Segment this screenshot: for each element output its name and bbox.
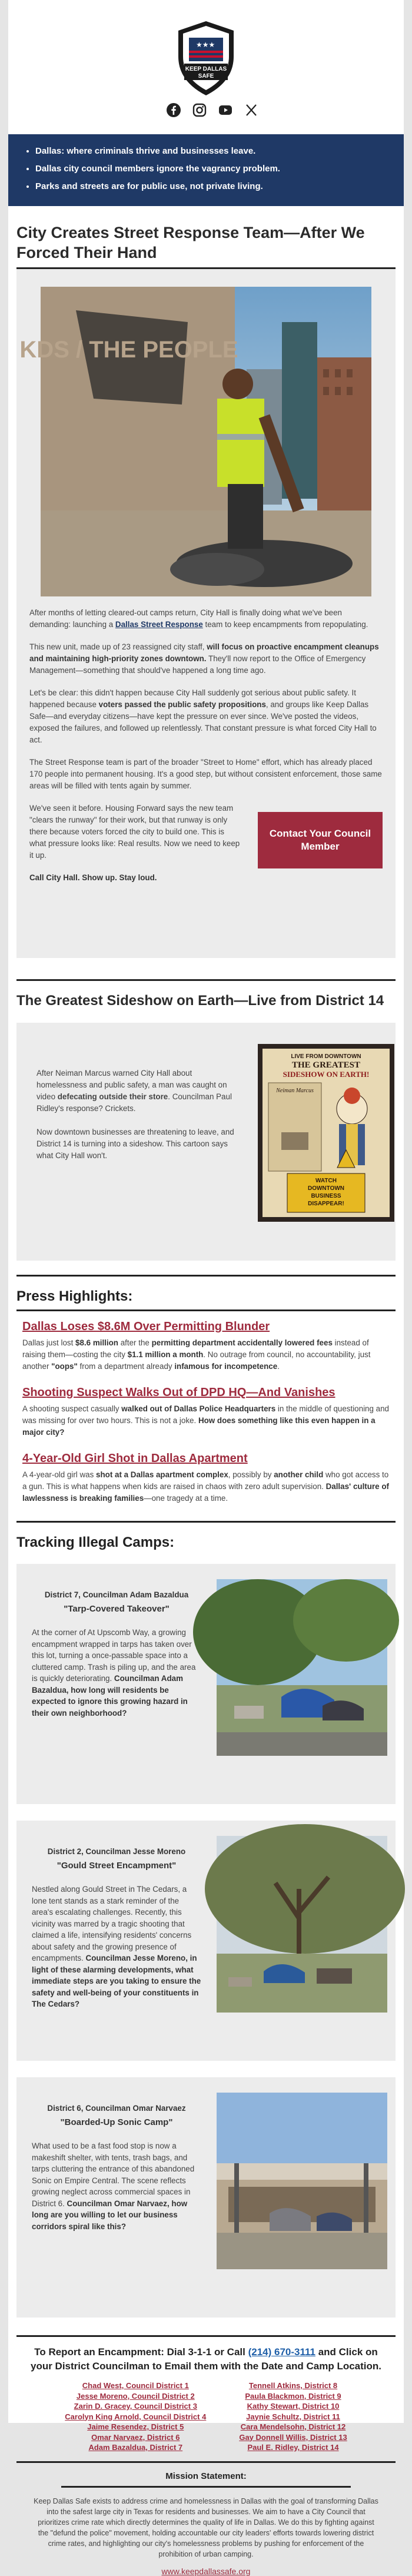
article2-paragraph: After Neiman Marcus warned City Hall about homelessness and public safety, a man was caught on video defecating outside their store. Councilman Paul Ridley's response? Crickets. (36, 1069, 232, 1113)
camp-name: "Gould Street Encampment" (57, 1861, 177, 1871)
banner (8, 134, 404, 206)
contact-council-member-button[interactable]: Contact Your Council Member (258, 812, 383, 868)
sideshow-cartoon (258, 1044, 394, 1222)
article1-paragraph: We've seen it before. Housing Forward says the new team "clears the runway" for their work, but that runway is only there because voters forced the city to build one. This is what pressure looks like: Real results. Now we need to keep it up. (29, 804, 240, 860)
keep-dallas-safe-logo (176, 20, 236, 97)
camp-item (16, 1564, 396, 1804)
instagram-icon[interactable] (192, 102, 207, 118)
camp-photo (217, 1579, 387, 1756)
article2-title: The Greatest Sideshow on Earth—Live from District 14 (16, 993, 384, 1009)
svg-text:SAFE: SAFE (198, 73, 214, 79)
camp-description: Nestled along Gould Street in The Cedars, a lone tent stands as a stark reminder of the area's escalating challenges. Recently, this vicinity was marred by a tragic shooting that claimed a life, intensifying residents' concerns about safety and the growing presence of encampments. Councilman Jesse Moreno, in light of these alarming developments, what immediate steps are you taking to ensure the safety and well-being of your constituents in The Cedars? (32, 1885, 201, 2008)
council-link[interactable]: Chad West, Council District 1 (82, 2381, 189, 2390)
council-link[interactable]: Paula Blackmon, District 9 (245, 2391, 341, 2401)
camp-district: District 2, Councilman Jesse Moreno (47, 1847, 186, 1856)
divider (61, 2486, 351, 2488)
tracking-title: Tracking Illegal Camps: (16, 1534, 175, 1550)
council-link[interactable]: Omar Narvaez, District 6 (91, 2432, 180, 2442)
camp-item (16, 2077, 396, 2318)
svg-text:LIVE FROM DOWNTOWN: LIVE FROM DOWNTOWN (291, 1053, 361, 1060)
article1-paragraph: Let's be clear: this didn't happen because City Hall suddenly got serious about public safety. It happened because voters passed the public safety propositions, and groups like Keep Dallas Safe—and everyday citizens—have kept the pressure on ever since. We've posted the videos, exposed the failures, and followed up relentlessly. That constant pressure is what forced City Hall to act. (29, 688, 377, 744)
press-item: Dallas Loses $8.6M Over Permitting Blunder Dallas just lost $8.6 million after the permitting department accidentally lowered fees instead of raising them—costing the city $1.1 million a month. No outrage from council, no accountability, just another "oops" from a department already infamous for incompetence. (22, 1320, 390, 1372)
svg-text:THE GREATEST: THE GREATEST (291, 1060, 361, 1070)
press-title: Press Highlights: (16, 1288, 133, 1304)
camp-description: What used to be a fast food stop is now a makeshift shelter, with tents, trash bags, and tarps cluttering the entrance of this abandoned Sonic on Empire Central. The scene reflects growing neglect across commercial spaces in District 6. Councilman Omar Narvaez, how long are you willing to let our business corridors spiral like this? (32, 2141, 195, 2231)
mission-title: Mission Statement: (165, 2471, 247, 2481)
press-headline-link[interactable]: 4-Year-Old Girl Shot in Dallas Apartment (22, 1452, 248, 1465)
social-links (166, 102, 259, 118)
banner-item: • Parks and streets are for public use, not private living. (35, 178, 390, 195)
council-link[interactable]: Adam Bazaldua, District 7 (88, 2443, 183, 2452)
svg-text:KEEP DALLAS: KEEP DALLAS (185, 66, 227, 72)
svg-text:Neiman Marcus: Neiman Marcus (276, 1088, 314, 1094)
hero-sign-text: KDS / THE PEOPLE (19, 337, 238, 363)
press-headline-link[interactable]: Dallas Loses $8.6M Over Permitting Blunder (22, 1320, 270, 1333)
svg-text:★★★: ★★★ (196, 41, 215, 49)
hero-image (19, 287, 371, 596)
youtube-icon[interactable] (218, 102, 233, 118)
newsletter-page (8, 0, 404, 2576)
svg-text:DISAPPEAR!: DISAPPEAR! (308, 1201, 344, 1207)
council-link[interactable]: Kathy Stewart, District 10 (247, 2402, 340, 2411)
mission-text: Keep Dallas Safe exists to address crime and homelessness in Dallas with the goal of transforming Dallas into the safest large city in Texas for residents and businesses. We aim to have a City Council that prioritizes crime rate which directly determines the quality of life in Dallas. We do this by fighting against the "defund the police" movement, holding accountable our city leaders' efforts towards lowering district crime rates, and highlighting our city's homelessness problems by pushing for enforcement of the prohibition of urban camping. (34, 2497, 378, 2558)
council-link[interactable]: Gay Donnell Willis, District 13 (239, 2432, 347, 2442)
website-link[interactable]: www.keepdallassafe.org (161, 2566, 251, 2576)
camp-name: "Tarp-Covered Takeover" (64, 1604, 170, 1614)
council-link[interactable]: Carolyn King Arnold, Council District 4 (65, 2412, 207, 2421)
svg-text:BUSINESS: BUSINESS (311, 1193, 341, 1199)
press-highlights (8, 1320, 404, 1504)
council-link[interactable]: Cara Mendelsohn, District 12 (240, 2422, 346, 2431)
camp-description: At the corner of At Upscomb Way, a growing encampment wrapped in tarps has taken over this lot, turning a once-passable space into a cluttered camp. Trash is piling up, and the area is quickly deteriorating. Councilman Adam Bazaldua, how long will residents be expected to ignore this growing hazard in their own neighborhood? (32, 1628, 196, 1718)
banner-item: • Dallas city council members ignore the vagrancy problem. (35, 160, 390, 178)
council-link[interactable]: Jaime Resendez, District 5 (87, 2422, 184, 2431)
article1-paragraph: This new unit, made up of 23 reassigned city staff, will focus on proactive encampment cleanups and maintaining high-priority zones downtown. They'll now report to the Office of Emergency Management—something that should've happened a long time ago. (29, 642, 379, 675)
camp-district: District 6, Councilman Omar Narvaez (47, 2104, 186, 2113)
svg-text:DOWNTOWN: DOWNTOWN (307, 1185, 345, 1192)
svg-text:SIDESHOW ON EARTH!: SIDESHOW ON EARTH! (283, 1070, 370, 1079)
council-link[interactable]: Zarin D. Gracey, Council District 3 (74, 2402, 197, 2411)
press-item: 4-Year-Old Girl Shot in Dallas Apartment A 4-year-old girl was shot at a Dallas apartment complex, possibly by another child who got access to a gun. This is what happens when kids are raised in chaos with zero adult supervision. Dallas' culture of lawlessness is breaking families—one tragedy at a time. (22, 1452, 389, 1503)
camp-district: District 7, Councilman Adam Bazaldua (44, 1590, 189, 1599)
council-link[interactable]: Tennell Atkins, District 8 (248, 2381, 338, 2390)
header (8, 0, 404, 134)
article2-paragraph: Now downtown businesses are threatening to leave, and District 14 is turning into a sideshow. This cartoon says what City Hall won't. (36, 1128, 234, 1160)
article1-title: City Creates Street Response Team—After We Forced Their Hand (16, 224, 365, 261)
report-instructions: To Report an Encampment: Dial 3-1-1 or Call (214) 670-3111 and Click on your District Councilman to Email them with the Date and Camp Location. (30, 2346, 381, 2372)
article1-paragraph: The Street Response team is part of the broader "Street to Home" effort, which has already placed 170 people into permanent housing. It's a good step, but without consistent enforcement, those same areas will be filled with tents again by summer. (29, 758, 382, 790)
article1 (16, 269, 396, 958)
dallas-street-response-link[interactable]: Dallas Street Response (115, 620, 203, 629)
camp-item (16, 1821, 396, 2061)
facebook-icon[interactable] (166, 102, 181, 118)
camp-name: "Boarded-Up Sonic Camp" (60, 2117, 173, 2127)
x-icon[interactable] (244, 102, 259, 118)
banner-item: • Dallas: where criminals thrive and businesses leave. (35, 142, 390, 160)
cta-row (29, 803, 383, 884)
council-link[interactable]: Jesse Moreno, Council District 2 (76, 2391, 195, 2401)
article2 (16, 1023, 396, 1261)
report-phone-link[interactable]: (214) 670-3111 (248, 2346, 315, 2358)
council-links (8, 2381, 404, 2453)
svg-text:WATCH: WATCH (315, 1178, 337, 1184)
article1-paragraph: After months of letting cleared-out camps return, City Hall is finally doing what we've been demanding: launching a Dallas Street Response team to keep encampments from repopulating. (29, 608, 368, 629)
council-link[interactable]: Paul E. Ridley, District 14 (247, 2443, 339, 2452)
council-link[interactable]: Jaynie Schultz, District 11 (246, 2412, 340, 2421)
article1-paragraph: Call City Hall. Show up. Stay loud. (29, 873, 157, 882)
camp-photo (217, 2093, 387, 2269)
press-item: Shooting Suspect Walks Out of DPD HQ—And Vanishes A shooting suspect casually walked out of Dallas Police Headquarters in the middle of questioning and was missing for over two hours. This is not a joke. How does something like this even happen in a major city? (22, 1386, 389, 1437)
camp-photo (217, 1836, 387, 2013)
press-headline-link[interactable]: Shooting Suspect Walks Out of DPD HQ—And Vanishes (22, 1386, 335, 1399)
